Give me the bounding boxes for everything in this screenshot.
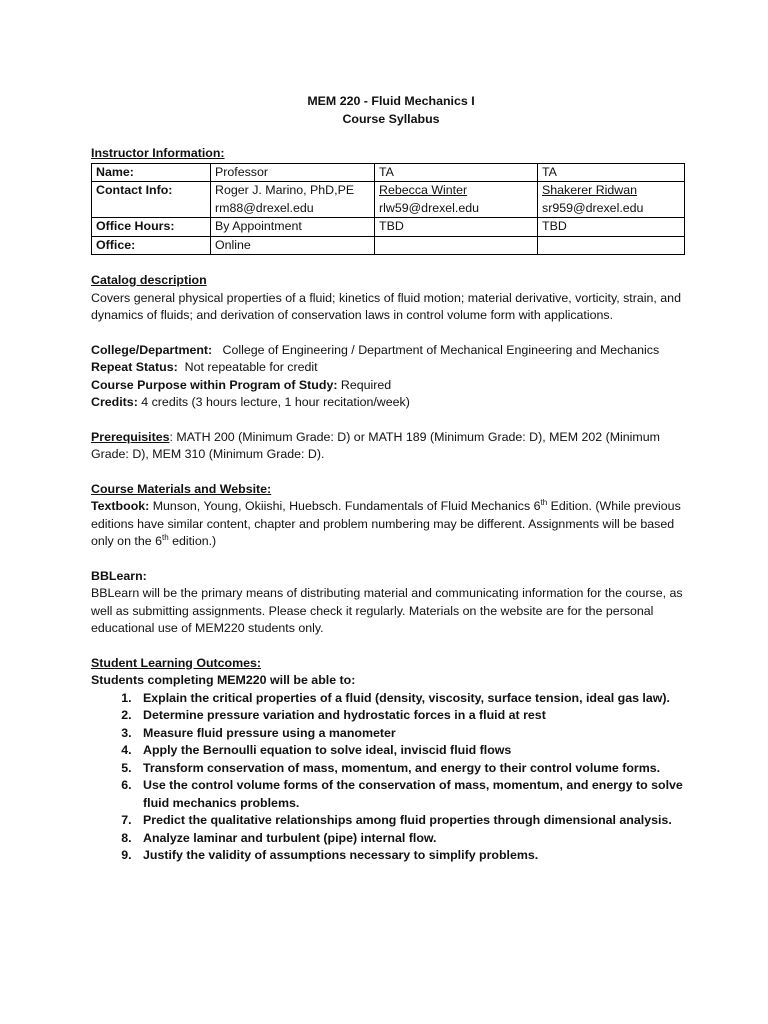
textbook-text-b: Edition. (While previous editions have similar content, chapter and problem numbering may be different. Assignments will be based only on the 6 [91,499,681,548]
table-row [92,236,685,255]
list-item: 3. Measure fluid pressure using a manometer [135,725,691,743]
superscript: th [540,497,548,507]
professor-name: Roger J. Marino, PhD,PE [215,183,355,197]
prereq-label: Prerequisites [91,429,170,444]
repeat-line [91,359,691,377]
cell-ta: TA [538,163,685,182]
list-item: 4. Apply the Bernoulli equation to solve ideal, inviscid fluid flows [135,742,691,760]
professor-email: rm88@drexel.edu [215,200,314,215]
credits-label: Credits: [91,395,138,409]
instructor-table [91,163,685,256]
list-item: 7. Predict the qualitative relationships among fluid properties through dimensional analysis. [135,812,691,830]
superscript: th [161,532,169,542]
prereq-text: : MATH 200 (Minimum Grade: D) or MATH 189 (Minimum Grade: D), MEM 202 (Minimum Grade: D), MEM 310 (Minimum Grade: D). [91,429,660,461]
row-label: Contact Info: [92,182,211,218]
materials-heading: Course Materials and Website: [91,481,272,496]
cell-value: TBD [375,218,538,237]
list-item: 8. Analyze laminar and turbulent (pipe) internal flow. [135,830,691,848]
cell-value [538,236,685,255]
textbook-text-c: edition.) [168,534,217,548]
row-label: Office: [92,236,211,255]
repeat-value: Not repeatable for credit [177,360,318,374]
purpose-label: Course Purpose within Program of Study: [91,377,338,392]
credits-line [91,394,691,412]
purpose-line [91,377,691,395]
cell-value [375,236,538,255]
credits-value: 4 credits (3 hours lecture, 1 hour recitation/week) [137,395,410,409]
list-item: 1. Explain the critical properties of a fluid (density, viscosity, surface tension, ideal gas law). [135,690,691,708]
list-item: 9. Justify the validity of assumptions necessary to simplify problems. [135,847,691,865]
table-row [92,163,685,182]
cell-ta-contact [538,182,685,218]
prereq-paragraph [91,429,691,464]
bblearn-text: BBLearn will be the primary means of distributing material and communicating information for the course, as well as submitting assignments. Please check it regularly. Materials on the website are for the personal educational use of MEM220 students only. [91,586,683,635]
cell-value: TBD [538,218,685,237]
ta-name-link[interactable]: Shakerer Ridwan [542,183,638,197]
catalog-heading: Catalog description [91,273,207,287]
cell-value: Online [211,236,375,255]
bblearn-heading: BBLearn: [91,568,147,583]
cell-professor: Professor [211,163,375,182]
instructor-heading: Instructor Information: [91,146,225,160]
outcomes-heading: Student Learning Outcomes: [91,655,262,670]
outcomes-intro: Students completing MEM220 will be able to: [91,673,356,687]
row-label: Office Hours: [92,218,211,237]
ta-email: sr959@drexel.edu [542,200,644,215]
college-line [91,342,691,360]
list-item: 2. Determine pressure variation and hydrostatic forces in a fluid at rest [135,707,691,725]
college-label: College/Department: [91,342,213,357]
repeat-label: Repeat Status: [91,360,178,374]
textbook-text-a: Munson, Young, Okiishi, Huebsch. Fundamentals of Fluid Mechanics 6 [149,499,541,513]
textbook-paragraph [91,498,691,551]
ta-email: rlw59@drexel.edu [379,200,480,215]
row-label: Name: [92,163,211,182]
list-item: 5. Transform conservation of mass, momentum, and energy to their control volume forms. [135,760,691,778]
table-row [92,182,685,218]
outcomes-list [91,690,691,865]
textbook-label: Textbook: [91,499,150,513]
cell-professor-contact [211,182,375,218]
table-row [92,218,685,237]
list-item: 6. Use the control volume forms of the conservation of mass, momentum, and energy to solve fluid mechanics problems. [135,777,691,812]
doc-title: MEM 220 - Fluid Mechanics I [307,94,475,108]
cell-ta: TA [375,163,538,182]
college-value: College of Engineering / Department of Mechanical Engineering and Mechanics [212,342,660,357]
purpose-value: Required [337,377,392,392]
cell-value: By Appointment [211,218,375,237]
cell-ta-contact [375,182,538,218]
ta-name-link[interactable]: Rebecca Winter [379,183,468,197]
catalog-text: Covers general physical properties of a fluid; kinetics of fluid motion; material derivative, vorticity, strain, and dynamics of fluids; and derivation of conservation laws in control volume form with applications. [91,290,681,322]
syllabus-page [91,93,691,865]
doc-subtitle: Course Syllabus [342,111,440,126]
